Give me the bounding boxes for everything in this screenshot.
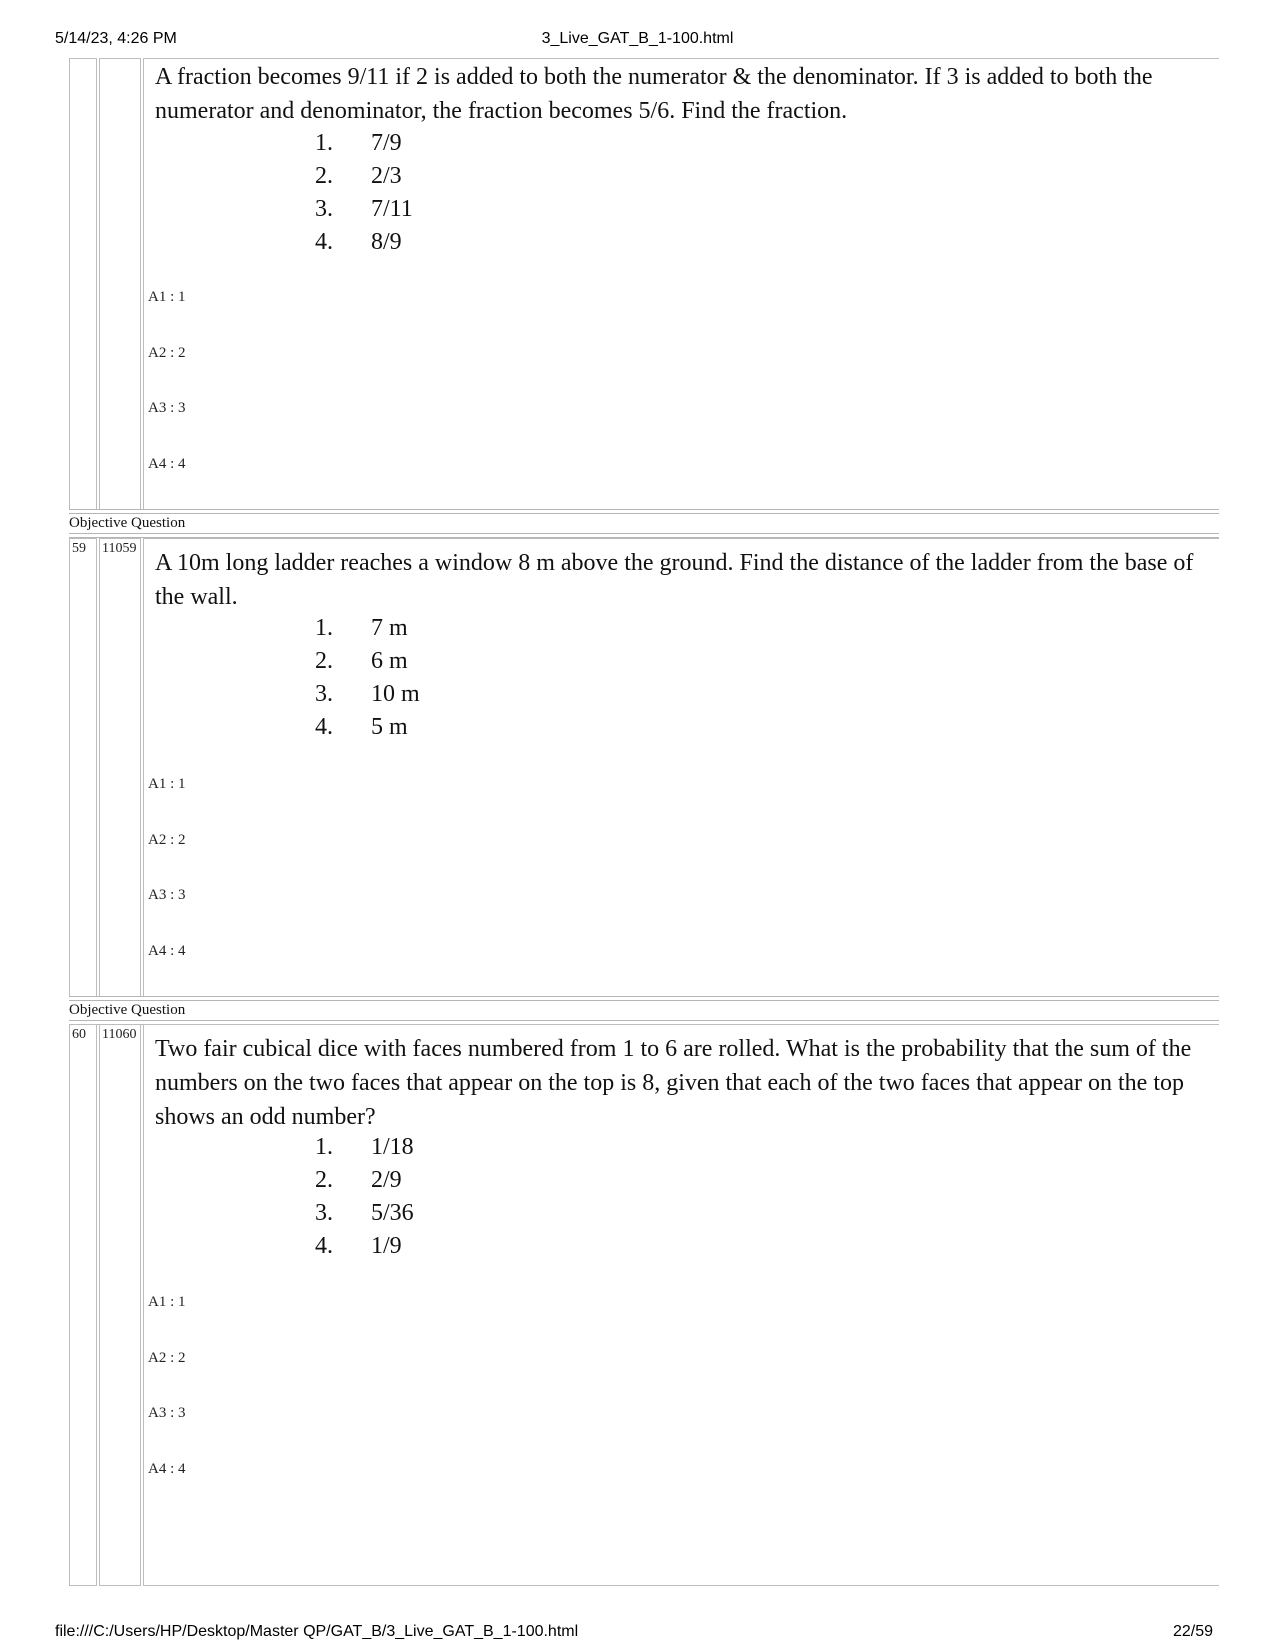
answer-item: A4 : 4 bbox=[148, 942, 186, 959]
print-filename: 3_Live_GAT_B_1-100.html bbox=[541, 30, 734, 47]
answer-item: A2 : 2 bbox=[148, 1349, 186, 1366]
section-divider bbox=[69, 509, 1219, 514]
question-type-label: Objective Question bbox=[69, 515, 186, 531]
question-text: A 10m long ladder reaches a window 8 m above the ground. Find the distance of the ladder from the base of the wall. bbox=[155, 550, 1194, 610]
answer-list bbox=[148, 1294, 186, 1516]
option-number: 4. bbox=[315, 1233, 333, 1259]
option-number: 2. bbox=[315, 163, 333, 189]
question-id-cell bbox=[99, 58, 141, 510]
question-number-cell bbox=[69, 538, 97, 997]
option-text: 5/36 bbox=[371, 1200, 414, 1226]
answer-item: A2 : 2 bbox=[148, 831, 186, 848]
question-id: 11059 bbox=[102, 541, 137, 556]
question-id: 11060 bbox=[102, 1027, 137, 1042]
option-number: 4. bbox=[315, 229, 333, 255]
option-text: 1/9 bbox=[371, 1233, 402, 1259]
answer-item: A4 : 4 bbox=[148, 1460, 186, 1477]
question-text: A fraction becomes 9/11 if 2 is added to both the numerator & the denominator. If 3 is added to both the numerator and denominator, the fraction becomes 5/6. Find the fraction. bbox=[155, 64, 1153, 124]
question-id-cell bbox=[99, 538, 141, 997]
answer-list bbox=[148, 776, 186, 998]
question-block bbox=[69, 1024, 1219, 1586]
option-text: 7 m bbox=[371, 615, 408, 641]
answer-list bbox=[148, 289, 186, 511]
section-divider bbox=[69, 996, 1219, 1001]
option-number: 4. bbox=[315, 714, 333, 740]
option-text: 10 m bbox=[371, 681, 420, 707]
option-text: 5 m bbox=[371, 714, 408, 740]
print-file-path: file:///C:/Users/HP/Desktop/Master QP/GAT_B/3_Live_GAT_B_1-100.html bbox=[55, 1623, 579, 1640]
option-text: 2/9 bbox=[371, 1167, 402, 1193]
question-number: 60 bbox=[72, 1027, 86, 1042]
answer-item: A1 : 1 bbox=[148, 1294, 186, 1310]
option-number: 2. bbox=[315, 648, 333, 674]
option-text: 6 m bbox=[371, 648, 408, 674]
answer-item: A3 : 3 bbox=[148, 1405, 186, 1421]
answer-item: A3 : 3 bbox=[148, 400, 186, 416]
answer-item: A3 : 3 bbox=[148, 887, 186, 903]
option-number: 1. bbox=[315, 615, 333, 641]
question-type-label: Objective Question bbox=[69, 1002, 186, 1018]
print-datetime: 5/14/23, 4:26 PM bbox=[55, 30, 177, 47]
option-text: 8/9 bbox=[371, 229, 402, 255]
question-number-cell bbox=[69, 1024, 97, 1586]
print-header bbox=[0, 30, 1275, 52]
option-text: 2/3 bbox=[371, 163, 402, 189]
answer-item: A1 : 1 bbox=[148, 776, 186, 792]
option-number: 3. bbox=[315, 1200, 333, 1226]
option-number: 1. bbox=[315, 1134, 333, 1160]
option-text: 1/18 bbox=[371, 1134, 414, 1160]
option-number: 2. bbox=[315, 1167, 333, 1193]
question-id-cell bbox=[99, 1024, 141, 1586]
option-number: 3. bbox=[315, 196, 333, 222]
question-number: 59 bbox=[72, 541, 86, 556]
question-block bbox=[69, 58, 1219, 510]
option-number: 1. bbox=[315, 130, 333, 156]
question-text: Two fair cubical dice with faces numbered from 1 to 6 are rolled. What is the probability that the sum of the numbers on the two faces that appear on the top is 8, given that each of the two faces that appear on the top shows an odd number? bbox=[155, 1036, 1192, 1130]
print-footer bbox=[0, 1623, 1275, 1645]
option-number: 3. bbox=[315, 681, 333, 707]
answer-item: A2 : 2 bbox=[148, 344, 186, 361]
answer-item: A1 : 1 bbox=[148, 289, 186, 305]
option-text: 7/9 bbox=[371, 130, 402, 156]
print-page-number: 22/59 bbox=[1172, 1623, 1213, 1640]
answer-item: A4 : 4 bbox=[148, 455, 186, 472]
question-number-cell bbox=[69, 58, 97, 510]
question-block bbox=[69, 538, 1219, 997]
option-text: 7/11 bbox=[371, 196, 413, 222]
